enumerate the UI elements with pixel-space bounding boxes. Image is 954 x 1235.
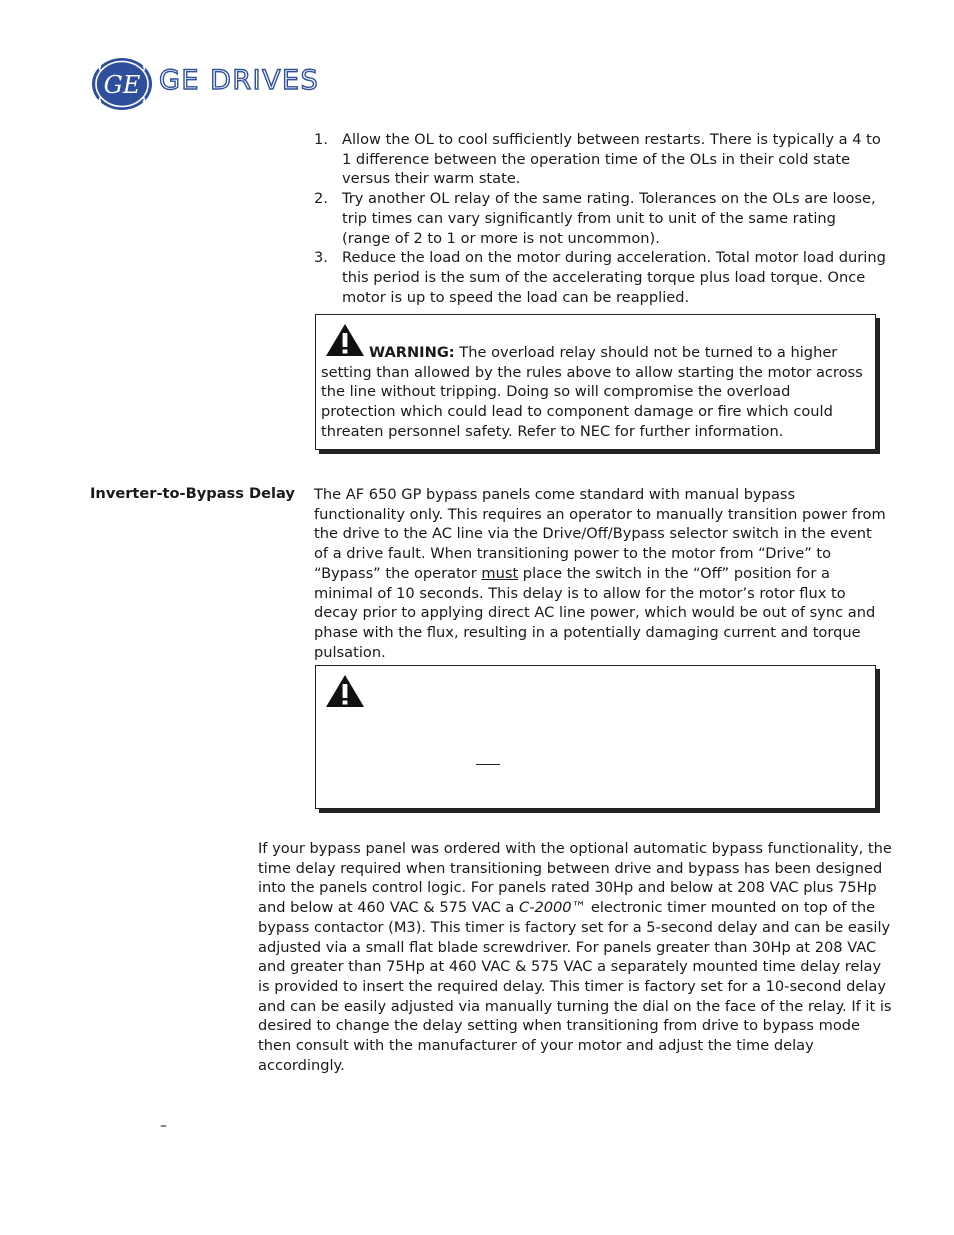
overload-warning-box: [315, 314, 876, 450]
paragraph-text: place the switch in the “Off” position for a minimal of 10 seconds. This delay is to allow for the motor’s rotor flux to decay prior to applying direct AC line power, which would be out of sync and phase with the flux, resulting in a potentially damaging current and torque pulsation.: [314, 564, 876, 661]
logo-wordmark: GE DRIVES: [159, 65, 320, 96]
list-number: 1.: [314, 131, 328, 148]
warning-label: WARNING:: [369, 344, 455, 361]
paragraph-text: The AF 650 GP bypass panels come standard with manual bypass functionality only. This requires an operator to manually transition power from the drive to the AC line via the Drive/Off/Bypass selector switch in the event of a drive fault. When transitioning power to the motor from “Drive” to “Bypass” the operator: [314, 486, 886, 582]
list-item: [314, 130, 886, 189]
blank-warning-box: [315, 665, 876, 809]
list-text: Try another OL relay of the same rating. Tolerances on the OLs are loose, trip times can vary significantly from unit to unit of the same rating (range of 2 to 1 or more is not uncommon).: [342, 190, 876, 247]
list-text: Reduce the load on the motor during acceleration. Total motor load during this period is the sum of the accelerating torque plus load torque. Once motor is up to speed the load can be reapplied.: [342, 249, 886, 306]
footer-dash: –: [160, 1118, 167, 1134]
restart-steps-list: [314, 130, 886, 307]
list-item: [314, 248, 886, 307]
section-heading: Inverter-to-Bypass Delay: [90, 485, 295, 502]
list-item: [314, 189, 886, 248]
list-text: Allow the OL to cool sufficiently between restarts. There is typically a 4 to 1 difference between the operation time of the OLs in their cold state versus their warm state.: [342, 131, 881, 188]
product-name: C-2000: [519, 899, 572, 917]
underline-mark: [476, 764, 500, 765]
warning-body: [321, 343, 869, 442]
warning-text: The overload relay should not be turned to a higher setting than allowed by the rules above to allow starting the motor across the line without tripping. Doing so will compromise the overload protection which could lead to component damage or fire which could threaten personnel safety. Refer to NEC for further information.: [321, 344, 863, 440]
ge-monogram-icon: [91, 57, 153, 111]
svg-text:GE: GE: [103, 71, 141, 99]
bypass-delay-paragraph: [314, 485, 889, 662]
automatic-bypass-paragraph: [258, 839, 894, 1075]
emphasis-must: must: [481, 564, 519, 582]
warning-triangle-icon: [325, 674, 365, 708]
paragraph-text: ™ electronic timer mounted on top of the bypass contactor (M3). This timer is factory set for a 5-second delay and can be easily adjusted via a small flat blade screwdriver. For panels greater than 30Hp at 208 VAC and greater than 75Hp at 460 VAC & 575 VAC a separately mounted time delay relay is provided to insert the required delay. This timer is factory set for a 10-second delay and can be easily adjusted via manually turning the dial on the face of the relay. If it is desired to change the delay setting when transitioning from drive to bypass mode then consult with the manufacturer of your motor and adjust the time delay accordingly.: [258, 899, 892, 1074]
ge-drives-logo: [91, 57, 331, 111]
list-number: 2.: [314, 190, 328, 208]
list-number: 3.: [314, 249, 328, 267]
paragraph-text: If your bypass panel was ordered with the optional automatic bypass functionality, the time delay required when transitioning between drive and bypass has been designed into the panels control logic. For panels rated 30Hp and below at 208 VAC plus 75Hp and below at 460 VAC & 575 VAC a: [258, 840, 892, 917]
